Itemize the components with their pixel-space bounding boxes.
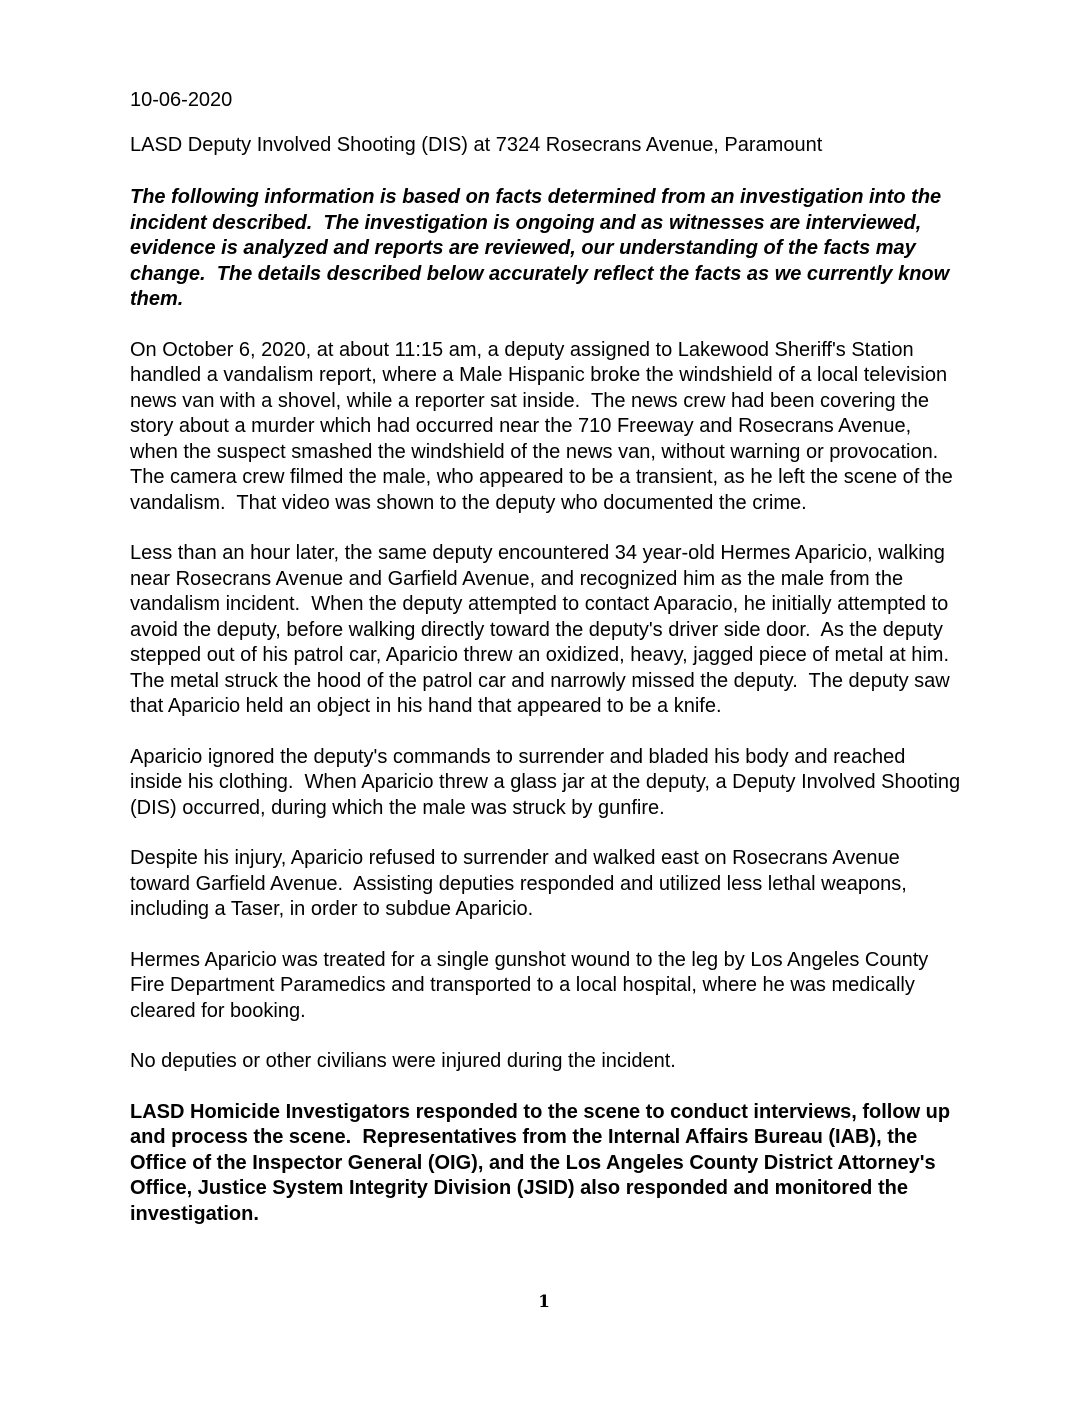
disclaimer-paragraph: The following information is based on facts determined from an investigation into the incident described. The investigation is ongoing and as witnesses are interviewed, evidence is analyzed and reports are reviewed, our understanding of the facts may change. The details described below accurately reflect the facts as we currently know them. [130,186,955,310]
body-paragraph: Less than an hour later, the same deputy encountered 34 year-old Hermes Aparicio, walking near Rosecrans Avenue and Garfield Avenue, and recognized him as the male from the vandalism incident. When the deputy attempted to contact Aparacio, he initially attempted to avoid the deputy, before walking directly toward the deputy's driver side door. As the deputy stepped out of his patrol car, Aparicio threw an oxidized, heavy, jagged piece of metal at him. The metal struck the hood of the patrol car and narrowly missed the deputy. The deputy saw that Aparicio held an object in his hand that appeared to be a knife. [130,542,960,717]
body-paragraph: Aparicio ignored the deputy's commands to surrender and bladed his body and reached inside his clothing. When Aparicio threw a glass jar at the deputy, a Deputy Involved Shooting (DIS) occurred, during which the male was struck by gunfire. [130,745,966,819]
body-paragraph: On October 6, 2020, at about 11:15 am, a deputy assigned to Lakewood Sheriff's Station handled a vandalism report, where a Male Hispanic broke the windshield of a local television news van with a shovel, while a reporter sat inside. The news crew had been covering the story about a murder which had occurred near the 710 Freeway and Rosecrans Avenue, when the suspect smashed the windshield of the news van, without warning or provocation. The camera crew filmed the male, who appeared to be a transient, as he left the scene of the vandalism. That video was shown to the deputy who documented the crime. [130,338,959,514]
page-number: 1 [538,1292,550,1312]
body-paragraph: Despite his injury, Aparicio refused to surrender and walked east on Rosecrans Avenue toward Garfield Avenue. Assisting deputies responded and utilized less lethal weapons, including a Taser, in order to subdue Aparicio. [130,847,913,920]
closing-paragraph: LASD Homicide Investigators responded to the scene to conduct interviews, follow up and process the scene. Representatives from the Internal Affairs Bureau (IAB), the Office of the Inspector General (OIG), and the Los Angeles County District Attorney's Office, Justice System Integrity Division (JSID) also responded and monitored the investigation. [130,1100,956,1225]
document-title: LASD Deputy Involved Shooting (DIS) at 7324 Rosecrans Avenue, Paramount [130,133,823,156]
body-paragraph: No deputies or other civilians were injured during the incident. [130,1050,676,1072]
document-date: 10-06-2020 [130,89,233,111]
body-paragraph: Hermes Aparicio was treated for a single gunshot wound to the leg by Los Angeles County Fire Department Paramedics and transported to a local hospital, where he was medically cleared for booking. [130,948,934,1022]
